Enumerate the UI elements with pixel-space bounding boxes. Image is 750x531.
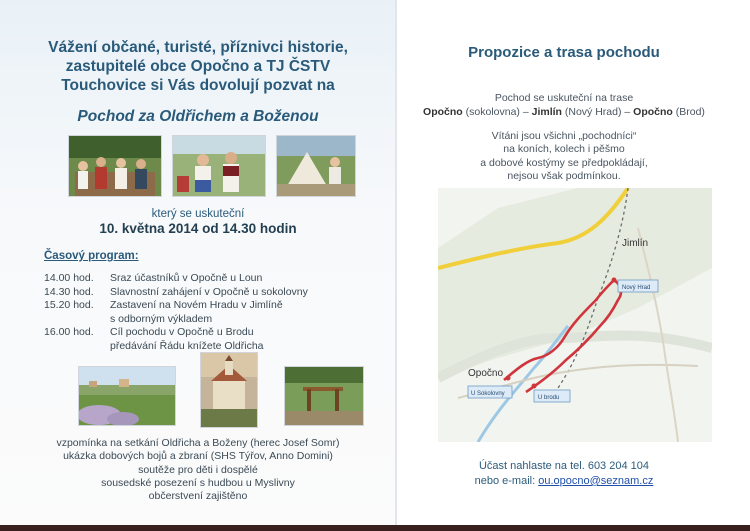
svg-text:U brodu: U brodu [538,395,560,401]
map-svg [438,188,712,442]
route-end: Opočno [633,105,673,118]
schedule-row [44,286,384,300]
photo-historical-tent [276,135,356,197]
route-start: Opočno [423,105,463,118]
program-item: ukázka dobových bojů a zbraní (SHS Týřov, Anno Domini) [63,450,333,463]
date-prefix: který se uskuteční [151,208,245,220]
welcome-line: na koních, kolech i pěšmo [503,143,625,156]
route-start-note: (sokolovna) [465,105,520,118]
map-label-opocno: Opočno [468,368,504,379]
route-description [396,92,732,119]
invitation-line: Touchovice si Vás dovolují pozvat na [61,77,335,94]
page-fold [395,0,397,531]
schedule-time [44,313,110,327]
photo-village-landscape [78,366,176,426]
schedule-row [44,299,384,313]
propozice-title: Propozice a trasa pochodu [468,44,660,61]
schedule-desc: s odborným výkladem [110,312,213,325]
route-separator: – [522,105,529,118]
route-end-note: (Brod) [675,105,705,118]
contact-email-prefix: nebo e-mail: [474,475,536,487]
invitation-line: Vážení občané, turisté, příznivci historie, [48,39,348,56]
schedule-desc: Slavnostní zahájení v Opočně u sokolovny [110,285,308,298]
schedule-title: Časový program: [44,250,139,262]
schedule-desc: Zastavení na Novém Hradu v Jimlíně [110,299,283,311]
pin-icon [506,376,511,381]
photo-couple [172,135,266,197]
route-map [438,188,712,442]
program-list [20,437,376,503]
map-marker-sokolovna [468,386,512,398]
map-label-jimlin: Jimlín [622,238,649,249]
schedule-row [44,272,384,286]
schedule-desc: předávání Řádu knížete Oldřicha [110,339,264,352]
schedule-row [44,326,384,340]
pin-icon [612,278,617,283]
event-title: Pochod za Oldřichem a Boženou [77,108,319,125]
schedule-time: 14.30 hod. [44,285,94,298]
welcome-text [396,130,732,183]
schedule-time [44,340,110,354]
contact-phone: Účast nahlaste na tel. 603 204 104 [478,460,649,472]
invitation-text [20,38,376,95]
schedule-desc: Sraz účastníků v Opočně u Loun [110,272,263,284]
contact-email-link[interactable]: ou.opocno@seznam.cz [538,475,654,487]
photo-castle [200,352,258,428]
route-line [396,106,732,120]
bottom-edge [0,525,750,531]
pin-icon [532,384,537,389]
map-marker-brod [534,390,570,402]
route-separator: – [624,105,631,118]
schedule-time: 16.00 hod. [44,326,94,338]
schedule-row [44,313,384,327]
welcome-line: a dobové kostýmy se předpokládají, [480,156,648,169]
schedule-time: 15.20 hod. [44,299,94,311]
event-date: 10. května 2014 od 14.30 hodin [99,221,297,236]
program-item: sousedské posezení s hudbou u Myslivny [101,476,295,489]
welcome-line: Vítáni jsou všichni „pochodníci“ [491,130,637,142]
program-item: soutěže pro děti i dospělé [138,463,258,476]
welcome-line: nejsou však podmínkou. [507,169,621,182]
photo-costumed-group [68,135,162,197]
invitation-line: zastupitelé obce Opočno a TJ ČSTV [65,58,331,75]
program-item: občerstvení zajištěno [148,490,248,503]
schedule-desc: Cíl pochodu v Opočně u Brodu [110,326,254,338]
schedule-time: 14.00 hod. [44,272,94,284]
svg-text:U Sokolovny: U Sokolovny [471,391,505,397]
photo-wooden-structure [284,366,364,426]
map-marker-hrad [618,280,658,292]
schedule-list [44,272,384,353]
contact-email-line [396,474,732,489]
route-mid: Jimlín [531,105,562,118]
route-mid-note: (Nový Hrad) [564,105,622,118]
route-intro: Pochod se uskuteční na trase [494,92,634,104]
contact-block [396,459,732,489]
schedule-row [44,340,384,354]
program-item: vzpomínka na setkání Oldřicha a Boženy (herec Josef Somr) [56,437,340,449]
svg-text:Nový Hrad: Nový Hrad [622,285,651,291]
